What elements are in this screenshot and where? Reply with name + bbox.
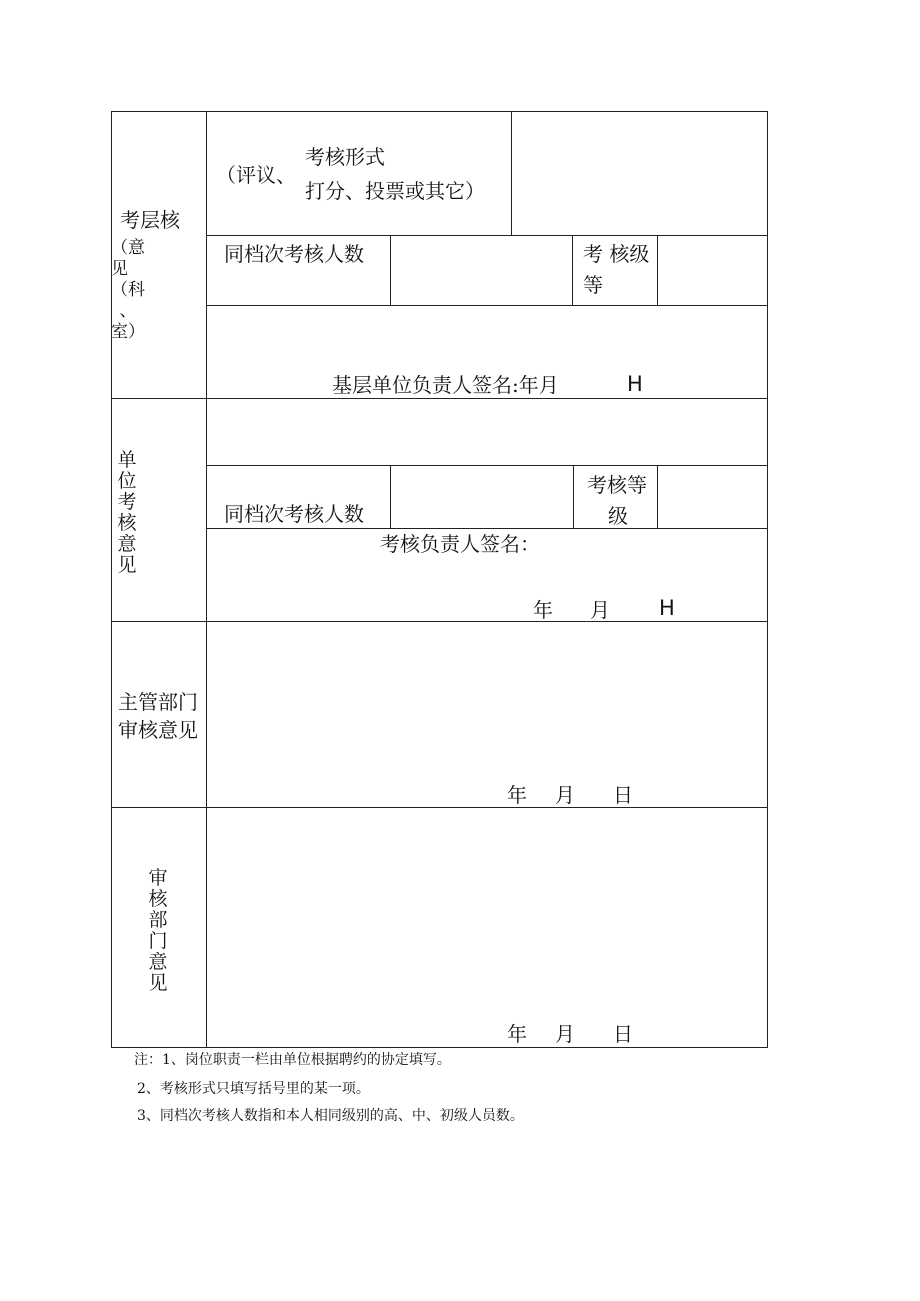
label-char: 单 [117, 449, 137, 471]
note-1: 注：1、岗位职责一栏由单位根据聘约的协定填写。 [134, 1052, 451, 1068]
grade-label-line2: 级 [608, 504, 628, 528]
row-divider [206, 528, 767, 529]
cell-divider [657, 465, 658, 529]
label-char: 见 [148, 972, 168, 994]
label-char: （意 [111, 238, 145, 258]
section4-opinion-field[interactable] [208, 809, 766, 1014]
assessment-form-open: （评议、 [216, 163, 296, 187]
section2-opinion-field[interactable] [208, 400, 766, 464]
label-char: 意 [148, 951, 168, 973]
section1-signature-label: 基层单位负责人签名:年月 [332, 373, 559, 397]
section2-label-vertical [113, 450, 141, 576]
section1-label-vertical [113, 238, 143, 343]
grade-label-line1: 考核等 [587, 473, 647, 497]
label-char: 考 [117, 491, 137, 513]
section2-month: 月 [590, 598, 610, 622]
cell-divider [657, 235, 658, 306]
section2-day-char: H [659, 596, 675, 620]
section3-month: 月 [555, 783, 575, 807]
section3-year: 年 [507, 783, 527, 807]
label-char: 部 [148, 909, 168, 931]
table-border-bottom [111, 1047, 767, 1048]
section-divider [111, 398, 767, 399]
cell-divider [572, 235, 573, 306]
section4-day: 日 [613, 1022, 633, 1046]
section3-day: 日 [613, 783, 633, 807]
peer-count-field[interactable] [392, 237, 571, 304]
section4-label-vertical [146, 868, 170, 994]
grade-label-line1: 考 核级 [583, 242, 650, 266]
label-char: 门 [148, 930, 168, 952]
table-border-top [111, 111, 767, 112]
label-char: 、 [119, 301, 137, 321]
section3-opinion-field[interactable] [208, 623, 766, 773]
label-char: 核 [148, 888, 168, 910]
grade-field[interactable] [659, 237, 766, 304]
section2-signature-label: 考核负责人签名： [380, 532, 540, 556]
table-border-right [767, 111, 768, 1048]
assessment-form-options: 打分、投票或其它） [305, 179, 485, 203]
section4-month: 月 [555, 1022, 575, 1046]
section1-opinion-field[interactable] [208, 307, 766, 367]
section1-day-char: H [627, 372, 643, 396]
section-divider [111, 807, 767, 808]
grade-label-line2: 等 [583, 273, 603, 297]
label-char: 见（科 [111, 259, 145, 300]
section3-label-line2: 审核意见 [118, 718, 198, 742]
label-char: 意 [117, 533, 137, 555]
grade-field[interactable] [659, 467, 766, 527]
peer-count-label: 同档次考核人数 [224, 502, 364, 526]
row-divider [206, 235, 767, 236]
note-3: 3、同档次考核人数指和本人相同级别的高、中、初级人员数。 [137, 1108, 524, 1124]
label-char: 位 [117, 470, 137, 492]
row-divider [206, 305, 767, 306]
label-char: 室） [111, 322, 145, 342]
cell-divider [573, 465, 574, 529]
note-2: 2、考核形式只填写括号里的某一项。 [137, 1081, 370, 1097]
label-char: 审 [148, 867, 168, 889]
assessment-form-title: 考核形式 [305, 145, 385, 169]
peer-count-label: 同档次考核人数 [224, 242, 364, 266]
cell-divider [390, 465, 391, 529]
cell-divider [390, 235, 391, 306]
section1-label-top: 考层核 [120, 208, 180, 232]
section-divider [111, 621, 767, 622]
section2-year: 年 [533, 598, 553, 622]
row-divider [206, 465, 767, 466]
label-char: 见 [117, 554, 137, 576]
section3-label-line1: 主管部门 [118, 690, 198, 714]
peer-count-field[interactable] [392, 467, 572, 527]
cell-divider [511, 111, 512, 236]
section4-year: 年 [507, 1022, 527, 1046]
label-char: 核 [117, 512, 137, 534]
label-column-divider [206, 111, 207, 1048]
